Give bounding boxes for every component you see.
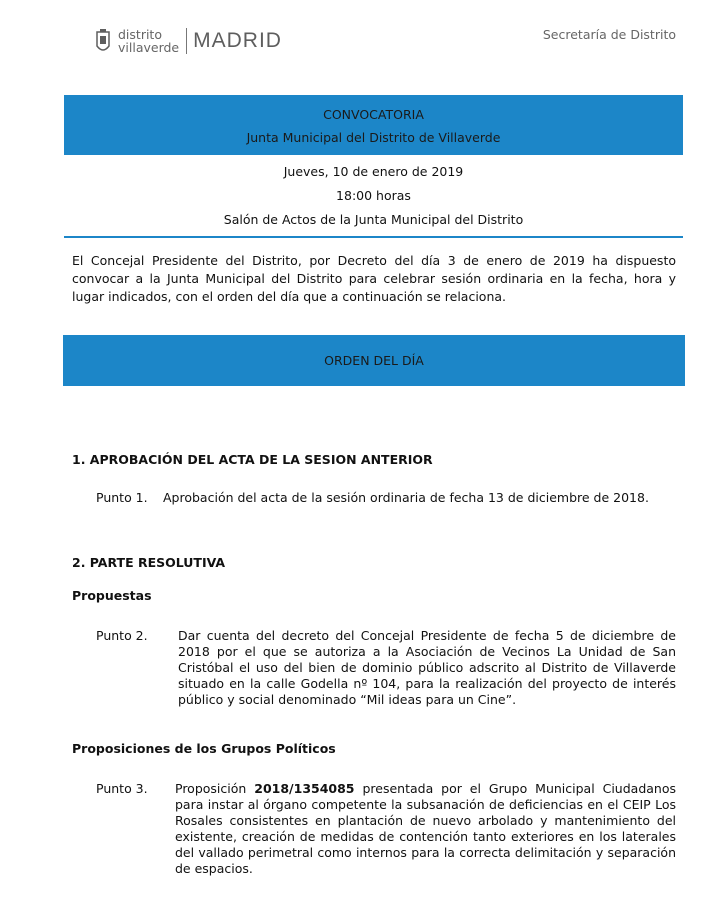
punto-3-reference: 2018/1354085 [254, 781, 355, 796]
session-time: 18:00 horas [336, 188, 411, 203]
district-logo [96, 27, 282, 55]
punto-3-prefix: Proposición [175, 781, 247, 796]
proposiciones-heading: Proposiciones de los Grupos Políticos [72, 741, 336, 756]
divider-line [64, 236, 683, 238]
convocatoria-subtitle: Junta Municipal del Distrito de Villaverde [246, 130, 501, 145]
session-date: Jueves, 10 de enero de 2019 [283, 164, 464, 179]
punto-2 [96, 628, 676, 708]
convocatoria-banner [64, 95, 683, 155]
logo-district-text: distrito villaverde [118, 27, 180, 55]
secretaria-label: Secretaría de Distrito [542, 27, 676, 42]
session-place: Salón de Actos de la Junta Municipal del Distrito [223, 212, 524, 227]
punto-3-label: Punto 3. [96, 781, 148, 796]
intro-paragraph: El Concejal Presidente del Distrito, por Decreto del día 3 de enero de 2019 ha dispuesto convocar a la Junta Municipal del Distrito para celebrar sesión ordinaria en la fecha, hora y lugar indicados, con el orden del día que a continuación se relaciona. [72, 253, 676, 304]
punto-1-label: Punto 1. [96, 490, 148, 505]
punto-1 [96, 490, 676, 506]
section-1-heading: 1. APROBACIÓN DEL ACTA DE LA SESION ANTERIOR [72, 452, 433, 467]
punto-2-label: Punto 2. [96, 628, 148, 643]
punto-2-text: Dar cuenta del decreto del Concejal Presidente de fecha 5 de diciembre de 2018 por el que se autoriza a la Asociación de Vecinos La Unidad de San Cristóbal el uso del bien de dominio público adscrito al Distrito de Villaverde situado en la calle Godella nº 104, para la realización del proyecto de interés público y social denominado “Mil ideas para un Cine”. [178, 628, 676, 707]
punto-1-text: Aprobación del acta de la sesión ordinaria de fecha 13 de diciembre de 2018. [163, 490, 649, 505]
punto-3 [96, 781, 676, 877]
madrid-crest-icon [96, 28, 110, 54]
punto-3-text: presentada por el Grupo Municipal Ciudadanos para instar al órgano competente la subsanación de deficiencias en el CEIP Los Rosales consistentes en plantación de nuevo arbolado y mantenimiento del existente, creación de medidas de contención tanto exteriores en los laterales del vallado perimetral como internos para la correcta delimitación y separación de espacios. [175, 781, 676, 876]
logo-madrid: MADRID [193, 29, 282, 52]
section-2-heading: 2. PARTE RESOLUTIVA [72, 555, 226, 570]
orden-del-dia-banner: ORDEN DEL DÍA [63, 335, 685, 386]
punto-3-text-block [175, 781, 676, 877]
logo-divider [186, 28, 187, 54]
propuestas-heading: Propuestas [72, 588, 152, 603]
convocatoria-title: CONVOCATORIA [323, 107, 424, 122]
